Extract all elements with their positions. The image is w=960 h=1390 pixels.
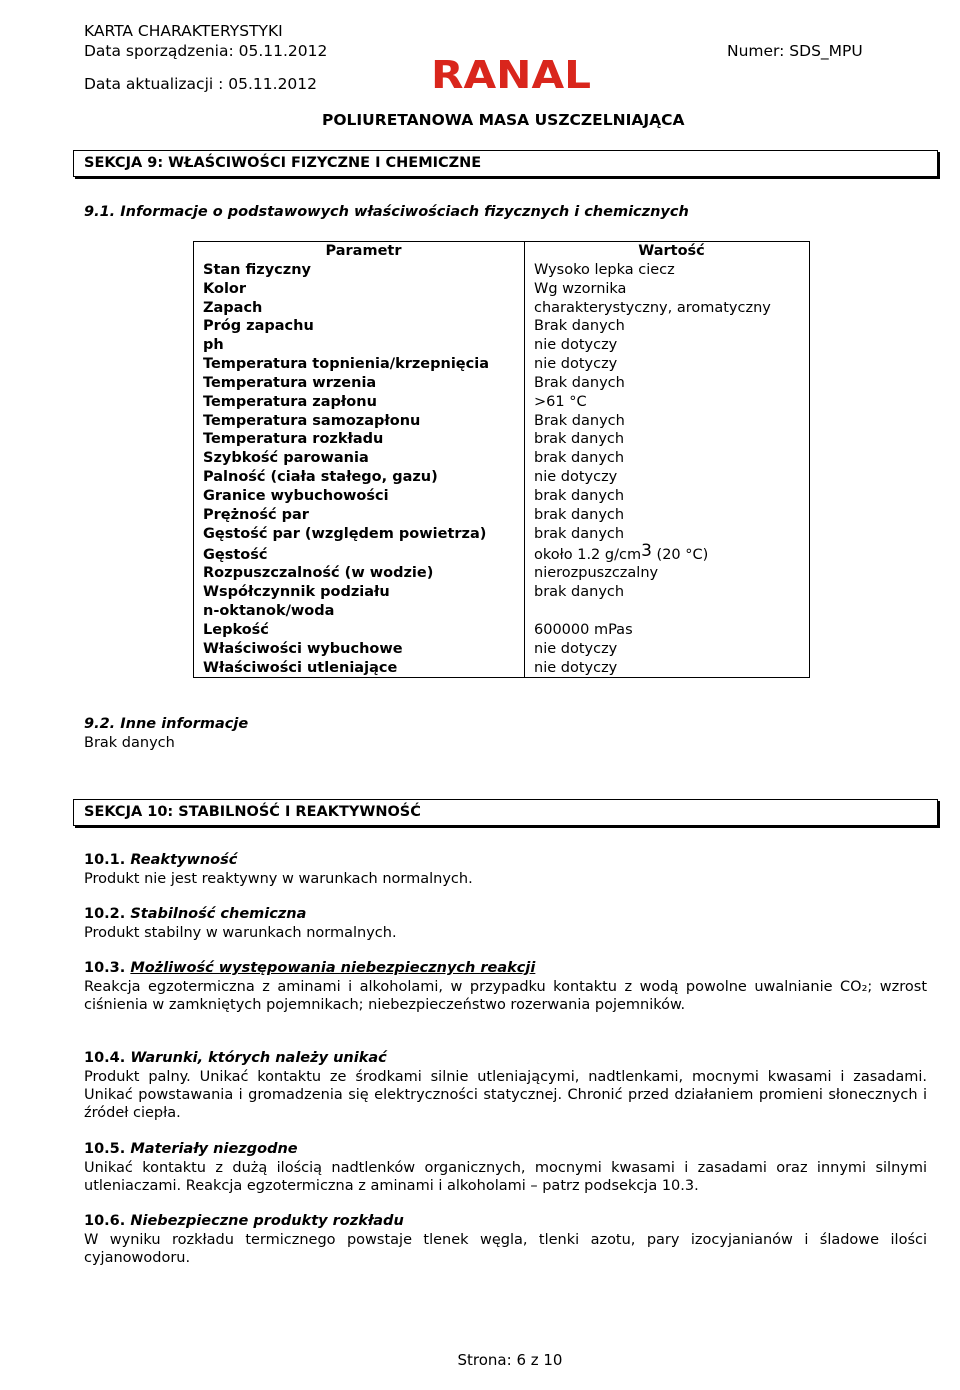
density-value: około 1.2 g/cm [534, 546, 642, 563]
value-cell: Wysoko lepka ciecz [534, 261, 675, 278]
param-cell: Temperatura rozkładu [194, 430, 525, 449]
subsection-number: 10.3. [84, 960, 126, 976]
param-cell: Zapach [194, 299, 525, 318]
subsection-number: 10.2. [84, 906, 126, 922]
table-row [194, 430, 810, 449]
table-row [194, 544, 810, 565]
properties-table [193, 241, 810, 678]
param-line: n-oktanok/woda [203, 603, 335, 620]
value-cell: nierozpuszczalny [534, 565, 659, 582]
subsection-10-1-heading [84, 852, 237, 868]
table-row [194, 640, 810, 659]
subsection-number: 10.6. [84, 1213, 126, 1229]
table-row [194, 621, 810, 640]
subsection-number: 10.5. [84, 1141, 126, 1157]
table-row [194, 449, 810, 468]
update-date: Data aktualizacji : 05.11.2012 [84, 75, 318, 93]
subsection-title: Inne informacje [120, 716, 249, 732]
logo-text: RANAL [431, 57, 591, 91]
subsection-title: Reaktywność [130, 852, 238, 868]
table-row [194, 468, 810, 487]
subsection-10-5-text: Unikać kontaktu z dużą ilością nadtlenków organicznych, mocnymi kwasami i zasadami oraz innymi silnymi utleniaczami. Reakcja egzotermiczna z aminami i alkoholami – patrz podsekcja 10.3. [84, 1160, 927, 1194]
density-unit-exponent: 3 [641, 540, 652, 561]
density-temperature: (20 °C) [651, 546, 709, 563]
subsection-number: 9.2. [84, 716, 116, 732]
table-row [194, 583, 810, 621]
ranal-logo [430, 57, 592, 91]
value-cell: brak danych [534, 525, 625, 542]
param-cell: Granice wybuchowości [194, 487, 525, 506]
param-cell [194, 583, 525, 621]
table-row [194, 393, 810, 412]
value-cell: Brak danych [534, 318, 625, 335]
subsection-10-4-heading [84, 1050, 387, 1066]
value-cell: >61 °C [534, 393, 587, 410]
subsection-9-2-heading [84, 716, 248, 732]
subsection-10-2-heading [84, 906, 306, 922]
value-cell: nie dotyczy [534, 659, 618, 676]
param-cell: Lepkość [194, 621, 525, 640]
value-cell: nie dotyczy [534, 469, 618, 486]
table-row [194, 564, 810, 583]
column-header-value: Wartość [638, 243, 705, 259]
subsection-10-3-heading [84, 960, 535, 976]
param-cell: Właściwości wybuchowe [194, 640, 525, 659]
param-cell: Gęstość [194, 544, 525, 565]
subsection-number: 10.4. [84, 1050, 126, 1066]
value-cell: nie dotyczy [534, 356, 618, 373]
param-cell: Gęstość par (względem powietrza) [194, 525, 525, 544]
table-row [194, 336, 810, 355]
table-row [194, 525, 810, 544]
table-row [194, 317, 810, 336]
creation-date: Data sporządzenia: 05.11.2012 [84, 42, 328, 60]
param-cell: Temperatura topnienia/krzepnięcia [194, 355, 525, 374]
param-cell: ph [194, 336, 525, 355]
value-cell: Wg wzornika [534, 280, 627, 297]
value-cell: brak danych [534, 506, 625, 523]
subsection-10-6-heading [84, 1213, 404, 1229]
subsection-title: Niebezpieczne produkty rozkładu [130, 1213, 404, 1229]
table-row [194, 412, 810, 431]
table-row [194, 659, 810, 678]
value-cell: nie dotyczy [534, 337, 618, 354]
subsection-title: Warunki, których należy unikać [130, 1050, 387, 1066]
table-row [194, 506, 810, 525]
param-cell: Temperatura zapłonu [194, 393, 525, 412]
value-cell [525, 540, 810, 565]
subsection-10-4-text: Produkt palny. Unikać kontaktu ze środkami silnie utleniającymi, nadtlenkami, mocnymi kwasami i zasadami. Unikać powstawania i gromadzenia się elektryczności statycznej. Chronić przed działaniem promieni słonecznych i źródeł ciepła. [84, 1069, 927, 1121]
table-row [194, 374, 810, 393]
subsection-title: Stabilność chemiczna [130, 906, 307, 922]
param-cell: Stan fizyczny [194, 261, 525, 280]
page-number: Strona: 6 z 10 [457, 1351, 563, 1369]
section-9-header: SEKCJA 9: WŁAŚCIWOŚCI FIZYCZNE I CHEMICZNE [73, 150, 938, 177]
subsection-10-6-text: W wyniku rozkładu termicznego powstaje tlenek węgla, tlenki azotu, pary izocyjanianów i śladowe ilości cyjanowodoru. [84, 1232, 927, 1266]
table-row [194, 355, 810, 374]
subsection-10-2-text: Produkt stabilny w warunkach normalnych. [84, 925, 397, 941]
subsection-title: Możliwość występowania niebezpiecznych reakcji [130, 960, 536, 976]
value-cell: brak danych [534, 450, 625, 467]
subsection-number: 9.1. [84, 204, 116, 220]
value-cell: Brak danych [534, 374, 625, 391]
param-cell: Temperatura samozapłonu [194, 412, 525, 431]
param-cell: Próg zapachu [194, 317, 525, 336]
product-name: POLIURETANOWA MASA USZCZELNIAJĄCA [322, 111, 685, 129]
value-cell: charakterystyczny, aromatyczny [534, 299, 771, 316]
document-number: Numer: SDS_MPU [727, 42, 863, 60]
table-row [194, 299, 810, 318]
param-cell: Prężność par [194, 506, 525, 525]
param-cell: Palność (ciała stałego, gazu) [194, 468, 525, 487]
value-cell: brak danych [534, 584, 625, 601]
value-cell: nie dotyczy [534, 640, 618, 657]
value-cell: brak danych [534, 487, 625, 504]
subsection-10-3-text: Reakcja egzotermiczna z aminami i alkoholami, w przypadku kontaktu z wodą powolne uwalnianie CO₂; wzrost ciśnienia w zamkniętych pojemnikach; niebezpieczeństwo rozerwania pojemników. [84, 979, 927, 1013]
param-cell: Rozpuszczalność (w wodzie) [194, 564, 525, 583]
param-line: Współczynnik podziału [203, 584, 390, 601]
subsection-9-2-text: Brak danych [84, 735, 175, 751]
table-row [194, 487, 810, 506]
subsection-9-1-heading [84, 204, 689, 220]
subsection-title: Materiały niezgodne [130, 1141, 298, 1157]
table-row [194, 280, 810, 299]
column-header-parameter: Parametr [194, 242, 525, 261]
subsection-10-5-heading [84, 1141, 298, 1157]
section-10-header: SEKCJA 10: STABILNOŚĆ I REAKTYWNOŚĆ [73, 799, 938, 826]
table-row [194, 261, 810, 280]
subsection-10-1-text: Produkt nie jest reaktywny w warunkach normalnych. [84, 871, 473, 887]
param-cell: Szybkość parowania [194, 449, 525, 468]
param-cell: Właściwości utleniające [194, 659, 525, 678]
param-cell: Temperatura wrzenia [194, 374, 525, 393]
param-cell: Kolor [194, 280, 525, 299]
subsection-number: 10.1. [84, 852, 126, 868]
document-type: KARTA CHARAKTERYSTYKI [84, 22, 283, 40]
value-cell: Brak danych [534, 412, 625, 429]
subsection-title: Informacje o podstawowych właściwościach fizycznych i chemicznych [120, 204, 689, 220]
value-cell: brak danych [534, 431, 625, 448]
value-cell: 600000 mPas [534, 621, 633, 638]
